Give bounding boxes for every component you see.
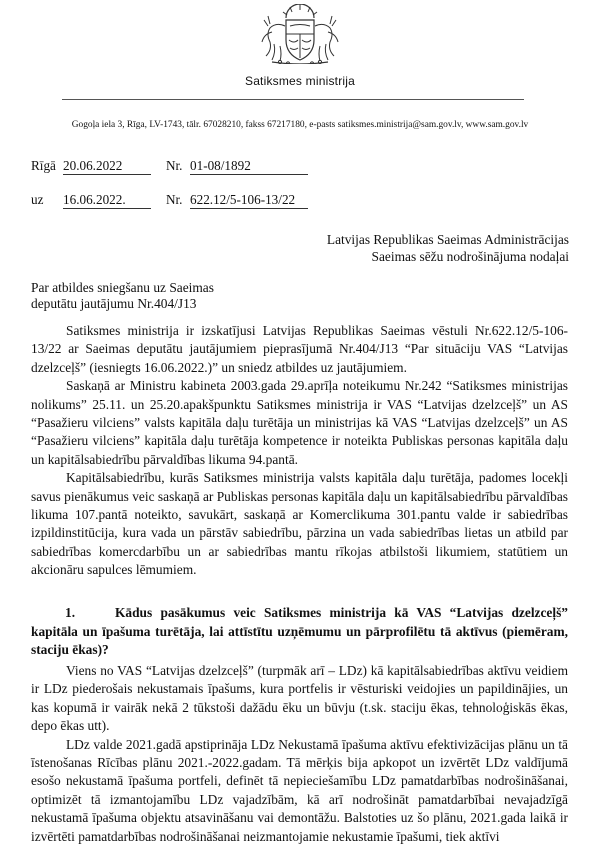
body-paragraph: Kapitālsabiedrību, kurās Satiksmes ministrija valsts kapitāla daļu turētāja, padomes locekļi savus pienākumus veic saskaņā ar Publiskas personas kapitāla daļu un kapitālsabiedrību pārvaldības likuma 107.pantā noteikto, savukārt, saskaņā ar Komerclikuma 301.pantu valde ir sabiedrības izpildinstitūcija, kura vada un pārstāv sabiedrību, pārzina un vada sabiedrības lietas un atbild par sabiedrības komercdarbību un ar sabiedrības mantu rīkojas atbilstoši likumiem, statūtiem un akcionāru sapulces lēmumiem. [31, 470, 568, 578]
recipient-block [327, 232, 569, 265]
subject-line: deputātu jautājumu Nr.404/J13 [31, 296, 197, 311]
question-number: 1. [65, 605, 76, 620]
contact-line: Gogoļa iela 3, Rīga, LV-1743, tālr. 67028210, fakss 67217180, e-pasts satiksmes.ministrija@sam.gov.lv, www.sam.gov.lv [71, 120, 529, 130]
ministry-name: Satiksmes ministrija [244, 74, 356, 88]
crest-icon [252, 4, 348, 64]
subject-line: Par atbildes sniegšanu uz Saeimas [31, 280, 214, 295]
reply-to-label: uz [31, 192, 44, 207]
answer-body [31, 662, 568, 846]
document-number: 01-08/1892 [190, 158, 308, 175]
recipient-line: Latvijas Republikas Saeimas Administrācijas [326, 232, 569, 247]
letter-body [31, 322, 568, 580]
header-divider [62, 99, 524, 100]
body-paragraph: Satiksmes ministrija ir izskatījusi Latvijas Republikas Saeimas vēstuli Nr.622.12/5-106-13/22 ar Saeimas deputātu jautājumiem pieprasījumā Nr.404/J13 “Par situāciju VAS “Latvijas dzelzceļš” (iesniegts 16.06.2022.)” un sniedz atbildes uz jautājumiem. [31, 323, 568, 375]
reply-number-label: Nr. [166, 192, 183, 207]
reply-date: 16.06.2022. [63, 192, 151, 209]
answer-paragraph: Viens no VAS “Latvijas dzelzceļš” (turpmāk arī – LDz) kā kapitālsabiedrības aktīvu veidiem ir LDz piederošais nekustamais īpašums, kura portfelis ir vēsturiski veidojies un papildinājies, un kas kopumā ir vairāk nekā 2 tūkstoši dažādu ēku un būvju (t.sk. staciju ēkas, tehnoloģiskās ēkas, depo ēkas utt). [31, 663, 568, 734]
document-number-label: Nr. [166, 158, 183, 173]
question-text: Kādus pasākumus veic Satiksmes ministrija kā VAS “Latvijas dzelzceļš” kapitāla un īpašuma turētāja, lai attīstītu uzņēmumu un pārprofilētu tā aktīvus (piemēram, staciju ēkas)? [31, 605, 568, 657]
recipient-line: Saeimas sēžu nodrošinājuma nodaļai [371, 248, 569, 264]
coat-of-arms-emblem [252, 4, 348, 64]
body-paragraph: Saskaņā ar Ministru kabineta 2003.gada 29.aprīļa noteikumu Nr.242 “Satiksmes ministrijas nolikums” 25.11. un 25.20.apakšpunktu Satiksmes ministrija ir VAS “Latvijas dzelzceļš” un AS “Pasažieru vilciens” valsts kapitāla daļu turētāja un ministrijas kā VAS “Latvijas dzelzceļš” un AS “Pasažieru vilciens” kapitāla daļu turētāja kompetence ir noteikta Publiskas personas kapitāla daļu un kapitālsabiedrību pārvaldības likuma 94.pantā. [31, 378, 568, 467]
reply-number: 622.12/5-106-13/22 [190, 192, 308, 209]
place-label: Rīgā [31, 158, 56, 173]
answer-paragraph: LDz valde 2021.gadā apstiprināja LDz Nekustamā īpašuma aktīvu efektivizācijas plānu un tā īstenošanas Rīcības plānu 2021.-2022.gadam. Tā mērķis bija apkopot un izvērtēt LDz valdījumā esošo nekustamā īpašuma portfeli, definēt tā nepieciešamību LDz pamatdarbības nodrošināšanai, optimizēt tā izmantojamību LDz vajadzībām, kā arī nodrošināt pamatdarbībai nevajadzīgā nekustamā īpašuma objektu atsavināšanu vai demontāžu. Balstoties uz šo plānu, 2021.gada laikā ir izvērtēti pamatdarbības nodrošināšanai neizmantojamie nekustamie īpašumi, tiek aktīvi [31, 736, 568, 844]
question-heading [31, 604, 568, 660]
document-date: 20.06.2022 [63, 158, 151, 175]
subject-block [31, 280, 214, 312]
